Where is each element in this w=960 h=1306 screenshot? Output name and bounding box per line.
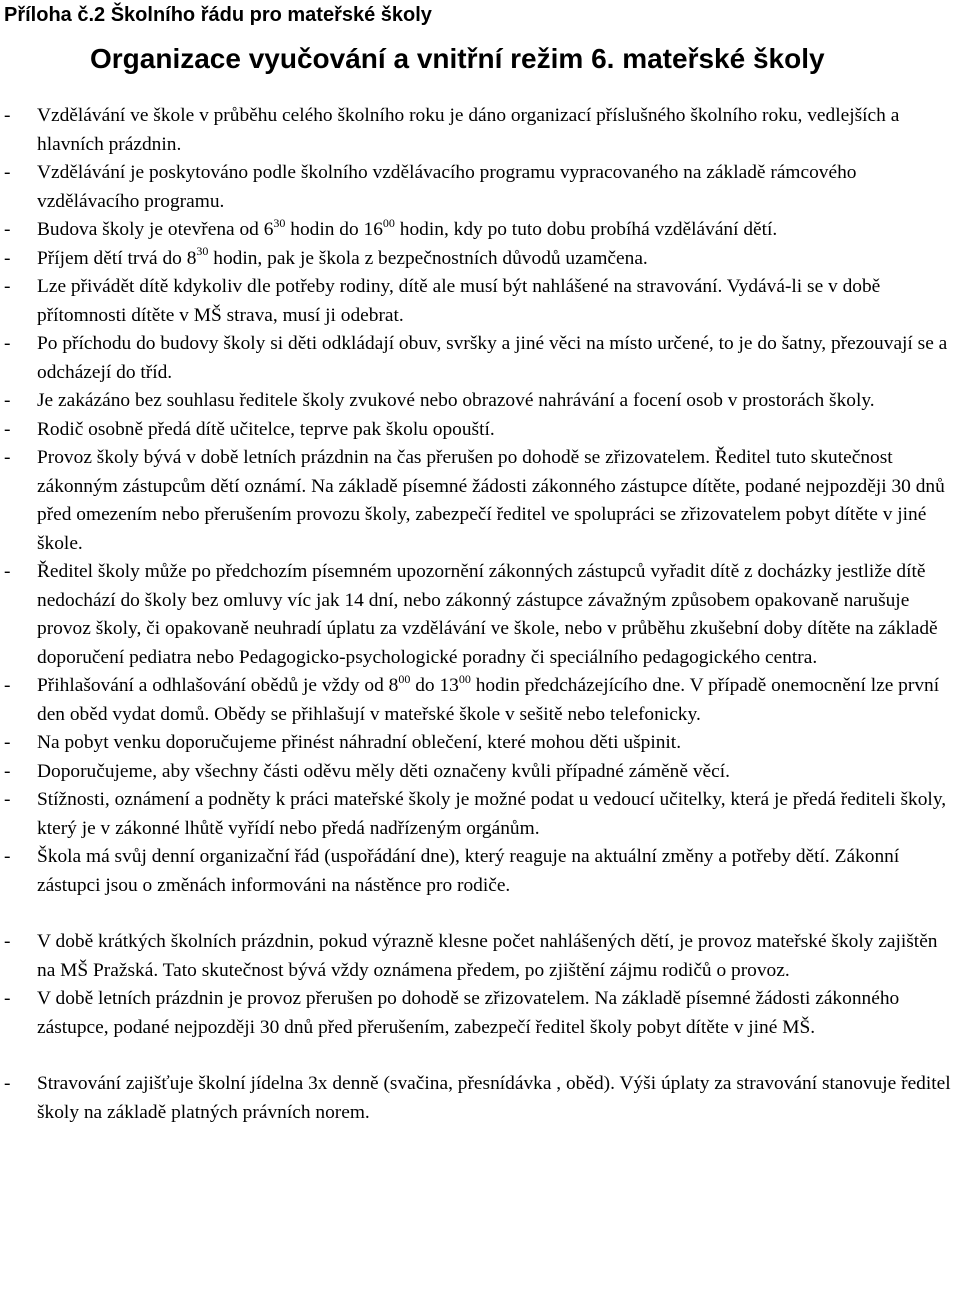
list-dash: - — [4, 561, 11, 582]
list-item — [0, 758, 960, 787]
item-text-part: do 13 — [410, 675, 459, 696]
item-text-part: hodin předcházejícího dne. V případě onemocnění lze první den oběd vydat domů. Obědy se přihlašují v mateřské škole v sešitě nebo telefonicky. — [37, 675, 940, 725]
list-item — [0, 729, 960, 758]
list-dash: - — [4, 276, 11, 297]
item-text: V době letních prázdnin je provoz přerušen po dohodě se zřizovatelem. Na základě písemné žádosti zákonného zástupce, podané nejpozději 30 dnů před přerušením, zabezpečí ředitel školy pobyt dítěte v jiné MŠ. — [37, 988, 900, 1038]
item-text-part: Budova školy je otevřena od 6 — [37, 219, 274, 240]
time-superscript: 30 — [273, 215, 286, 230]
item-text: Je zakázáno bez souhlasu ředitele školy zvukové nebo obrazové nahrávání a focení osob v prostorách školy. — [37, 390, 875, 411]
list-item — [0, 672, 960, 729]
list-dash: - — [4, 760, 11, 782]
appendix-heading: Příloha č.2 Školního řádu pro mateřské školy — [4, 4, 432, 26]
list-item — [0, 216, 960, 245]
list-dash: - — [4, 333, 11, 354]
list-dash: - — [4, 418, 11, 440]
list-item — [0, 102, 960, 159]
item-text: Škola má svůj denní organizační řád (uspořádání dne), který reaguje na aktuální změny a potřeby dětí. Zákonní zástupci jsou o změnách informováni na nástěnce pro rodiče. — [37, 846, 900, 896]
time-superscript: 30 — [196, 244, 209, 259]
list-dash: - — [4, 732, 11, 753]
item-text: V době krátkých školních prázdnin, pokud výrazně klesne počet nahlášených dětí, je provoz mateřské školy zajištěn na MŠ Pražská. Tato skutečnost bývá vždy oznámena předem, po zjištění zájmu rodičů o provoz. — [37, 931, 938, 981]
item-text: Ředitel školy může po předchozím písemném upozornění zákonných zástupců vyřadit dítě z docházky jestliže dítě nedochází do školy bez omluvy víc jak 14 dní, nebo zákonný zástupce závažným způsobem opakovaně narušuje provoz školy, či opakovaně neuhradí úplatu za vzdělávání ve škole, nebo v průběhu zkušební doby dítěte na základě doporučení pediatra nebo Pedagogicko-psychologické poradny či speciálního pedagogického centra. — [37, 561, 938, 668]
item-text: Lze přivádět dítě kdykoliv dle potřeby rodiny, dítě ale musí být nahlášené na stravování. Vydává-li se v době přítomnosti dítěte v MŠ strava, musí ji odebrat. — [37, 276, 881, 326]
list-dash: - — [4, 105, 11, 126]
list-item — [0, 273, 960, 330]
item-text: Provoz školy bývá v době letních prázdnin na čas přerušen po dohodě se zřizovatelem. Ředitel tuto skutečnost zákonným zástupcům dětí oznámí. Na základě písemné žádosti zákonného zástupce dítěte, podané nejpozději 30 dnů před omezením nebo přerušením provozu školy, zabezpečí ředitel ve spolupráci se zřizovatelem pobyt dítěte v jiné škole. — [37, 447, 945, 554]
item-text: Po příchodu do budovy školy si děti odkládají obuv, svršky a jiné věci na místo určené, to je do šatny, přezouvají se a odcházejí do tříd. — [37, 333, 948, 383]
list-item — [0, 330, 960, 387]
list-dash: - — [4, 789, 11, 810]
list-dash: - — [4, 219, 11, 240]
list-dash: - — [4, 390, 11, 411]
item-text-part: hodin do 16 — [285, 219, 383, 240]
list-dash: - — [4, 931, 11, 952]
list-dash: - — [4, 162, 11, 183]
list-item — [0, 245, 960, 274]
item-text: Vzdělávání ve škole v průběhu celého školního roku je dáno organizací příslušného školního roku, vedlejších a hlavních prázdnin. — [37, 105, 900, 155]
item-text: Stížnosti, oznámení a podněty k práci mateřské školy je možné podat u vedoucí učitelky, která je předá řediteli školy, který je v zákonné lhůtě vyřídí nebo předá nadřízeným orgánům. — [37, 789, 947, 839]
rules-list — [0, 102, 960, 1127]
list-item — [0, 444, 960, 558]
list-dash: - — [4, 675, 11, 696]
list-dash: - — [4, 247, 11, 269]
item-text: Stravování zajišťuje školní jídelna 3x denně (svačina, přesnídávka , oběd). Výši úplaty za stravování stanovuje ředitel školy na základě platných právních norem. — [37, 1073, 951, 1123]
time-superscript: 00 — [382, 215, 395, 230]
list-item — [0, 387, 960, 416]
list-item — [0, 159, 960, 216]
list-item — [0, 786, 960, 843]
item-text-part: Přihlašování a odhlašování obědů je vždy od 8 — [37, 675, 399, 696]
list-dash: - — [4, 988, 11, 1009]
time-superscript: 00 — [398, 671, 411, 686]
item-text-part: hodin, kdy po tuto dobu probíhá vzdělávání dětí. — [394, 219, 778, 240]
item-text: Vzdělávání je poskytováno podle školního vzdělávacího programu vypracovaného na základě rámcového vzdělávacího programu. — [37, 162, 857, 212]
list-item — [0, 928, 960, 985]
item-text-part: hodin, pak je škola z bezpečnostních důvodů uzamčena. — [208, 247, 648, 269]
item-text: Rodič osobně předá dítě učitelce, teprve pak školu opouští. — [37, 418, 495, 440]
paragraph-spacer — [0, 900, 960, 928]
list-dash: - — [4, 1073, 11, 1094]
list-item — [0, 558, 960, 672]
item-text-part: Příjem dětí trvá do 8 — [37, 247, 197, 269]
list-item — [0, 843, 960, 900]
page-title: Organizace vyučování a vnitřní režim 6. mateřské školy — [90, 43, 825, 74]
item-text: Na pobyt venku doporučujeme přinést náhradní oblečení, které mohou děti ušpinit. — [37, 732, 682, 753]
item-text: Doporučujeme, aby všechny části oděvu měly děti označeny kvůli případné záměně věcí. — [37, 760, 730, 782]
list-dash: - — [4, 846, 11, 867]
list-dash: - — [4, 447, 11, 468]
list-item — [0, 985, 960, 1042]
list-item — [0, 1070, 960, 1127]
list-item — [0, 416, 960, 445]
time-superscript: 00 — [458, 671, 471, 686]
paragraph-spacer — [0, 1042, 960, 1070]
